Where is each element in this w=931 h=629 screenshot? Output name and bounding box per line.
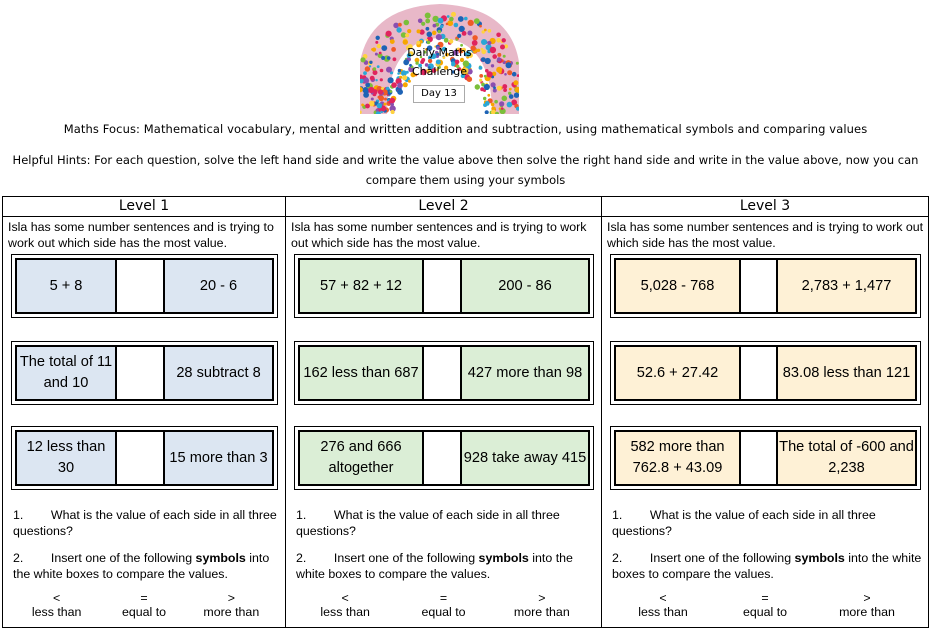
- symbol-key-item: [493, 591, 591, 619]
- daily-maths-banner: [360, 2, 519, 114]
- instruction-1-number: 1.: [296, 508, 307, 522]
- instruction-2-text: Insert one of the following: [649, 551, 795, 565]
- left-expression: 5,028 - 768: [616, 260, 741, 312]
- symbol-answer-box[interactable]: [741, 347, 778, 399]
- left-expression: 52.6 + 27.42: [616, 347, 741, 399]
- symbol-key-item: [296, 591, 394, 619]
- instruction-2: [612, 550, 922, 582]
- instruction-2-number: 2.: [13, 551, 24, 565]
- symbol-key: [612, 591, 918, 619]
- symbol-key-item: [100, 591, 187, 619]
- symbols-keyword: symbols: [794, 551, 845, 565]
- level-intro: Isla has some number sentences and is trying to work out which side has the most value.: [8, 220, 274, 250]
- symbol-meaning: less than: [320, 605, 370, 619]
- symbol-answer-box[interactable]: [741, 432, 778, 484]
- level-title: Level 3: [602, 197, 928, 217]
- left-expression: 57 + 82 + 12: [300, 260, 424, 312]
- day-label: Day 13: [413, 85, 465, 103]
- left-expression: 162 less than 687: [300, 347, 424, 399]
- instruction-1-text: What is the value of each side in all three questions?: [612, 508, 876, 538]
- comparison-question-3: [11, 426, 278, 490]
- symbol-answer-box[interactable]: [424, 432, 462, 484]
- right-expression: 83.08 less than 121: [778, 347, 915, 399]
- comparison-symbol: =: [439, 591, 448, 605]
- symbol-meaning: more than: [203, 605, 260, 619]
- right-expression: The total of -600 and 2,238: [778, 432, 915, 484]
- instruction-1: [13, 507, 279, 539]
- level-3-column: [602, 197, 928, 627]
- comparison-question-2: [294, 341, 594, 405]
- instruction-2: [13, 550, 279, 582]
- right-expression: 200 - 86: [462, 260, 588, 312]
- right-expression: 2,783 + 1,477: [778, 260, 915, 312]
- instruction-2-text: Insert one of the following: [50, 551, 196, 565]
- comparison-question-1: [294, 254, 594, 318]
- symbol-meaning: equal to: [421, 605, 466, 619]
- level-title: Level 1: [3, 197, 285, 217]
- level-2-column: [286, 197, 602, 627]
- comparison-symbol: <: [341, 591, 349, 605]
- banner-title-line2: Challenge: [412, 65, 467, 78]
- instruction-1: [296, 507, 595, 539]
- comparison-question-2: [11, 341, 278, 405]
- right-expression: 928 take away 415: [462, 432, 588, 484]
- comparison-symbol: <: [659, 591, 667, 605]
- comparison-question-2: [610, 341, 921, 405]
- symbol-meaning: equal to: [742, 605, 788, 619]
- symbol-key-item: [394, 591, 492, 619]
- level-1-column: [3, 197, 286, 627]
- right-expression: 15 more than 3: [165, 432, 272, 484]
- comparison-symbol: >: [863, 591, 871, 605]
- symbols-keyword: symbols: [478, 551, 529, 565]
- comparison-question-3: [294, 426, 594, 490]
- symbol-answer-box[interactable]: [424, 260, 462, 312]
- instruction-2-text-end: into the white boxes to compare the values.: [13, 551, 270, 581]
- comparison-symbol: >: [227, 591, 235, 605]
- symbol-answer-box[interactable]: [741, 260, 778, 312]
- comparison-symbol: <: [53, 591, 61, 605]
- symbol-answer-box[interactable]: [424, 347, 462, 399]
- symbol-meaning: less than: [638, 605, 688, 619]
- right-expression: 427 more than 98: [462, 347, 588, 399]
- levels-table: [2, 196, 929, 628]
- instruction-2-text: Insert one of the following: [333, 551, 479, 565]
- symbol-answer-box[interactable]: [117, 260, 165, 312]
- symbol-meaning: equal to: [121, 605, 167, 619]
- instruction-2-number: 2.: [296, 551, 307, 565]
- left-expression: 12 less than 30: [17, 432, 117, 484]
- comparison-symbol: =: [140, 591, 148, 605]
- symbols-keyword: symbols: [195, 551, 246, 565]
- comparison-question-3: [610, 426, 921, 490]
- symbol-answer-box[interactable]: [117, 432, 165, 484]
- symbol-meaning: more than: [839, 605, 895, 619]
- symbol-key: [13, 591, 275, 619]
- symbol-meaning: less than: [31, 605, 82, 619]
- comparison-symbol: =: [761, 591, 769, 605]
- left-expression: The total of 11 and 10: [17, 347, 117, 399]
- right-expression: 20 - 6: [165, 260, 272, 312]
- left-expression: 582 more than 762.8 + 43.09: [616, 432, 741, 484]
- level-intro: Isla has some number sentences and is trying to work out which side has the most value.: [291, 220, 587, 250]
- symbol-key-item: [816, 591, 918, 619]
- symbol-key: [296, 591, 591, 619]
- instruction-2-number: 2.: [612, 551, 623, 565]
- instruction-2-text-end: into the white boxes to compare the values.: [296, 551, 573, 581]
- instruction-1: [612, 507, 922, 539]
- instruction-2: [296, 550, 595, 582]
- banner-title-line1: Daily Maths: [407, 46, 472, 59]
- instruction-1-text: What is the value of each side in all three questions?: [13, 508, 277, 538]
- instruction-1-number: 1.: [13, 508, 24, 522]
- instruction-2-text-end: into the white boxes to compare the values.: [612, 551, 922, 581]
- symbol-key-item: [714, 591, 816, 619]
- comparison-symbol: >: [538, 591, 546, 605]
- maths-focus: Maths Focus: Mathematical vocabulary, mental and written addition and subtraction, using mathematical symbols and comparing values: [63, 122, 868, 136]
- symbol-key-item: [188, 591, 275, 619]
- helpful-hints: Helpful Hints: For each question, solve the left hand side and write the value above then solve the right hand side and write in the value above, now you can compare them using your symbols: [12, 153, 919, 187]
- symbol-key-item: [612, 591, 714, 619]
- symbol-key-item: [13, 591, 100, 619]
- comparison-question-1: [610, 254, 921, 318]
- instruction-1-number: 1.: [612, 508, 623, 522]
- symbol-meaning: more than: [513, 605, 570, 619]
- level-title: Level 2: [286, 197, 601, 217]
- left-expression: 5 + 8: [17, 260, 117, 312]
- instruction-1-text: What is the value of each side in all three questions?: [296, 508, 560, 538]
- symbol-answer-box[interactable]: [117, 347, 165, 399]
- right-expression: 28 subtract 8: [165, 347, 272, 399]
- level-intro: Isla has some number sentences and is trying to work out which side has the most value.: [607, 220, 924, 250]
- comparison-question-1: [11, 254, 278, 318]
- left-expression: 276 and 666 altogether: [300, 432, 424, 484]
